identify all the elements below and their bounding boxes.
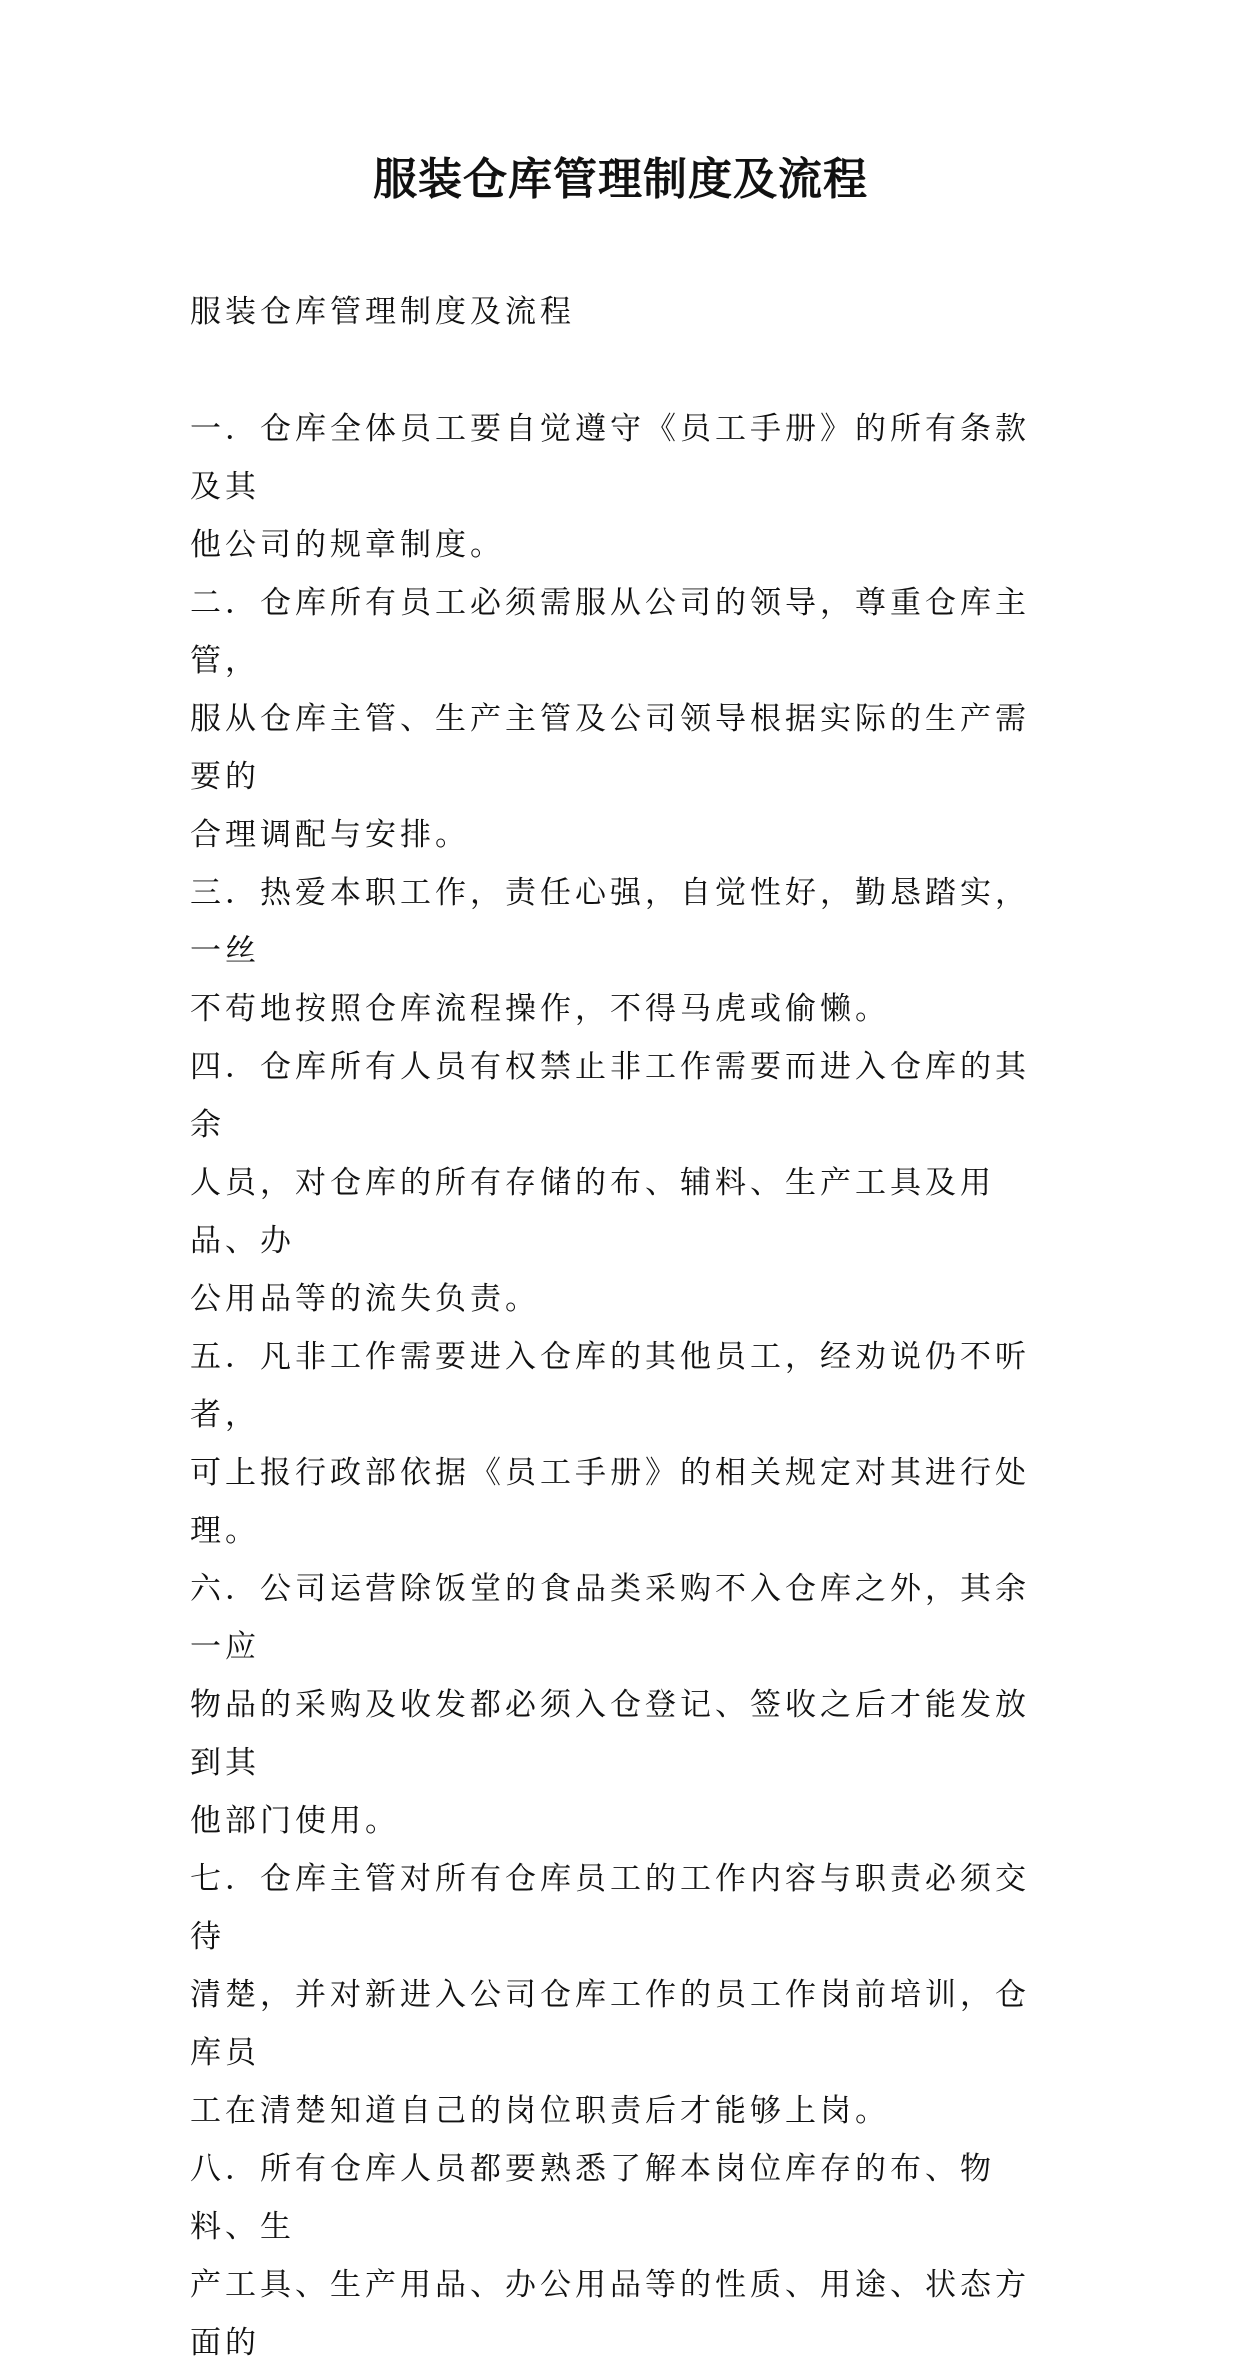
- paragraph-7: [190, 1850, 1060, 2140]
- paragraph-line: 八．所有仓库人员都要熟悉了解本岗位库存的布、物料、生: [190, 2151, 995, 2245]
- paragraph-8: [190, 2140, 1060, 2372]
- paragraph-line: 七．仓库主管对所有仓库员工的工作内容与职责必须交待: [190, 1861, 1030, 1955]
- document-title: 服装仓库管理制度及流程: [373, 154, 868, 205]
- paragraph-line: 五．凡非工作需要进入仓库的其他员工，经劝说仍不听者，: [190, 1339, 1030, 1433]
- paragraph-line: 物品的采购及收发都必须入仓登记、签收之后才能发放到其: [190, 1687, 1030, 1781]
- paragraph-line: 可上报行政部依据《员工手册》的相关规定对其进行处理。: [190, 1455, 1030, 1549]
- paragraph-line: 二．仓库所有员工必须需服从公司的领导，尊重仓库主管，: [190, 585, 1030, 679]
- paragraph-line: 人员，对仓库的所有存储的布、辅料、生产工具及用品、办: [190, 1165, 995, 1259]
- paragraph-line: 清楚，并对新进入公司仓库工作的员工作岗前培训，仓库员: [190, 1977, 1030, 2071]
- paragraph-line: 服从仓库主管、生产主管及公司领导根据实际的生产需要的: [190, 701, 1030, 795]
- paragraph-line: 一．仓库全体员工要自觉遵守《员工手册》的所有条款及其: [190, 411, 1030, 505]
- paragraph-line: 产工具、生产用品、办公用品等的性质、用途、状态方面的: [190, 2267, 1030, 2361]
- paragraph-line: 公用品等的流失负责。: [190, 1281, 540, 1317]
- paragraph-line: 不苟地按照仓库流程操作，不得马虎或偷懒。: [190, 991, 890, 1027]
- paragraph-line: 六．公司运营除饭堂的食品类采购不入仓库之外，其余一应: [190, 1571, 1030, 1665]
- paragraph-line: 他部门使用。: [190, 1803, 400, 1839]
- paragraph-1: [190, 400, 1060, 574]
- paragraph-line: 工在清楚知道自己的岗位职责后才能够上岗。: [190, 2093, 890, 2129]
- document-subtitle: 服装仓库管理制度及流程: [190, 294, 575, 330]
- paragraph-line: 三．热爱本职工作，责任心强，自觉性好，勤恳踏实，一丝: [190, 875, 1030, 969]
- paragraph-4: [190, 1038, 1060, 1328]
- paragraph-3: [190, 864, 1060, 1038]
- paragraph-line: 合理调配与安排。: [190, 817, 470, 853]
- paragraph-2: [190, 574, 1060, 864]
- paragraph-5: [190, 1328, 1060, 1560]
- document-body: [190, 400, 1060, 2372]
- paragraph-6: [190, 1560, 1060, 1850]
- paragraph-line: 他公司的规章制度。: [190, 527, 505, 563]
- paragraph-line: 四．仓库所有人员有权禁止非工作需要而进入仓库的其余: [190, 1049, 1030, 1143]
